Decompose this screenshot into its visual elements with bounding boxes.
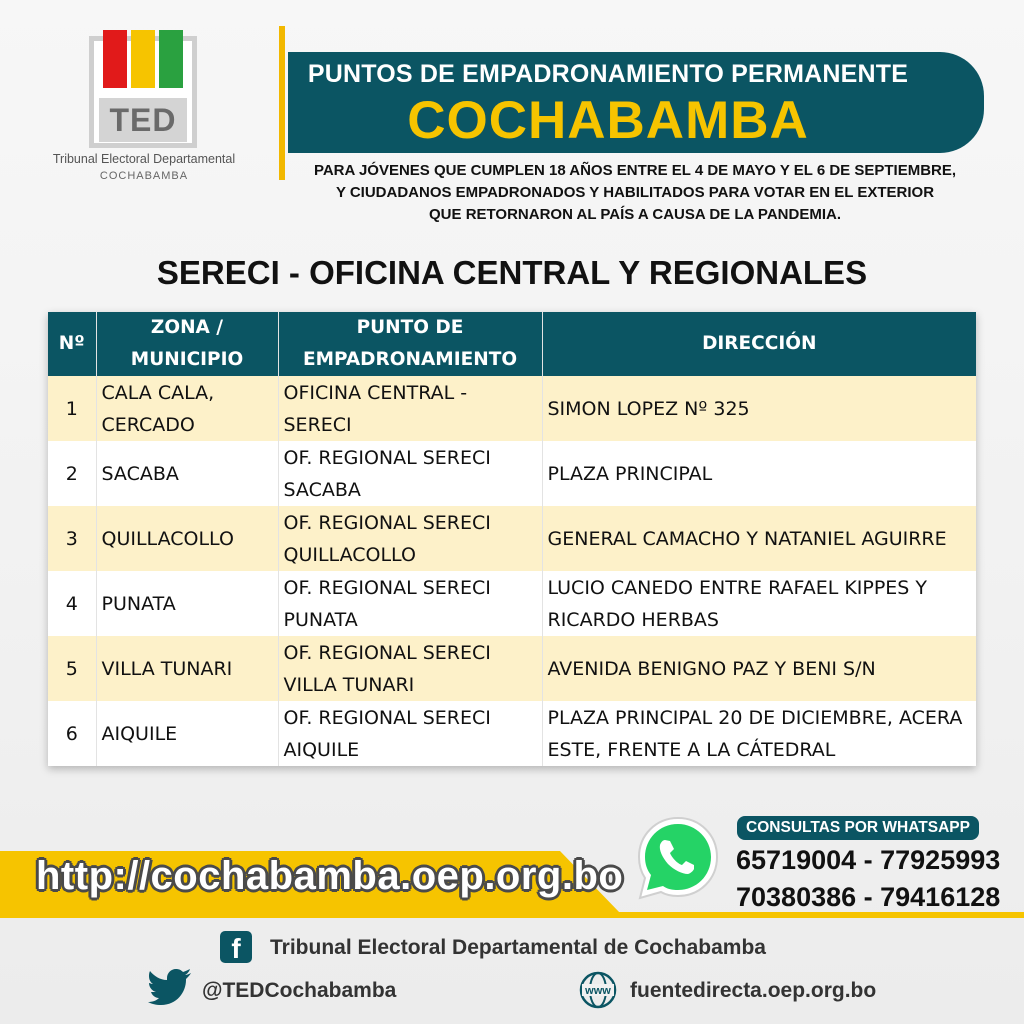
table-row bbox=[48, 701, 976, 766]
header-number: Nº bbox=[48, 312, 96, 376]
whatsapp-phone: 65719004 - 77925993 bbox=[736, 845, 1001, 875]
cell-address: PLAZA PRINCIPAL 20 DE DICIEMBRE, ACERA ESTE, FRENTE A LA CÁTEDRAL bbox=[542, 701, 976, 766]
logo-bar-yellow bbox=[131, 30, 155, 88]
table-row bbox=[48, 506, 976, 571]
header-subtitle bbox=[290, 160, 980, 226]
logo-bar-green bbox=[159, 30, 183, 88]
cell-number: 3 bbox=[48, 506, 96, 571]
registration-points-table bbox=[48, 312, 976, 766]
subtitle-line: PARA JÓVENES QUE CUMPLEN 18 AÑOS ENTRE EL 4 DE MAYO Y EL 6 DE SEPTIEMBRE, bbox=[313, 162, 957, 179]
table-header-row bbox=[48, 312, 976, 376]
cell-zone: CALA CALA, CERCADO bbox=[96, 376, 278, 441]
section-title: SERECI - OFICINA CENTRAL Y REGIONALES bbox=[156, 254, 868, 291]
subtitle-line: QUE RETORNARON AL PAÍS A CAUSA DE LA PANDEMIA. bbox=[429, 206, 841, 223]
cell-point: OF. REGIONAL SERECI VILLA TUNARI bbox=[278, 636, 542, 701]
facebook-icon: f bbox=[220, 931, 252, 963]
cell-address: GENERAL CAMACHO Y NATANIEL AGUIRRE bbox=[542, 506, 976, 571]
cell-number: 4 bbox=[48, 571, 96, 636]
cell-address: PLAZA PRINCIPAL bbox=[542, 441, 976, 506]
banner-city: COCHABAMBA bbox=[407, 91, 809, 150]
logo-bar-red bbox=[103, 30, 127, 88]
banner-title: PUNTOS DE EMPADRONAMIENTO PERMANENTE bbox=[307, 60, 909, 88]
cell-point: OF. REGIONAL SERECI PUNATA bbox=[278, 571, 542, 636]
twitter-handle-link[interactable]: @TEDCochabamba bbox=[202, 979, 397, 1002]
logo-acronym: TED bbox=[99, 98, 187, 142]
cell-number: 1 bbox=[48, 376, 96, 441]
cell-address: SIMON LOPEZ Nº 325 bbox=[542, 376, 976, 441]
ted-logo bbox=[36, 28, 252, 188]
header-gold-line bbox=[279, 26, 285, 180]
table-row bbox=[48, 376, 976, 441]
website-url-link[interactable]: http://cochabamba.oep.org.bo bbox=[36, 854, 624, 898]
cell-number: 5 bbox=[48, 636, 96, 701]
header-zone: ZONA / MUNICIPIO bbox=[96, 312, 278, 376]
cell-point: OF. REGIONAL SERECI SACABA bbox=[278, 441, 542, 506]
table-row bbox=[48, 441, 976, 506]
cell-zone: AIQUILE bbox=[96, 701, 278, 766]
website-link[interactable]: fuentedirecta.oep.org.bo bbox=[630, 979, 877, 1002]
cell-number: 6 bbox=[48, 701, 96, 766]
twitter-icon bbox=[148, 968, 192, 1006]
whatsapp-phone: 70380386 - 79416128 bbox=[736, 882, 1001, 912]
logo-mark bbox=[89, 30, 197, 148]
cell-zone: PUNATA bbox=[96, 571, 278, 636]
cell-address: AVENIDA BENIGNO PAZ Y BENI S/N bbox=[542, 636, 976, 701]
cell-zone: VILLA TUNARI bbox=[96, 636, 278, 701]
cell-zone: QUILLACOLLO bbox=[96, 506, 278, 571]
cell-point: OF. REGIONAL SERECI AIQUILE bbox=[278, 701, 542, 766]
whatsapp-icon bbox=[632, 812, 724, 904]
whatsapp-label: CONSULTAS POR WHATSAPP bbox=[737, 816, 979, 840]
header-point: PUNTO DE EMPADRONAMIENTO bbox=[278, 312, 542, 376]
cell-number: 2 bbox=[48, 441, 96, 506]
globe-www-icon bbox=[578, 970, 618, 1010]
table-row bbox=[48, 636, 976, 701]
header-address: DIRECCIÓN bbox=[542, 312, 976, 376]
facebook-page-link[interactable]: Tribunal Electoral Departamental de Cochabamba bbox=[270, 936, 766, 959]
cell-point: OF. REGIONAL SERECI QUILLACOLLO bbox=[278, 506, 542, 571]
table-row bbox=[48, 571, 976, 636]
cell-address: LUCIO CANEDO ENTRE RAFAEL KIPPES Y RICARDO HERBAS bbox=[542, 571, 976, 636]
cell-zone: SACABA bbox=[96, 441, 278, 506]
logo-name: Tribunal Electoral Departamental bbox=[52, 152, 236, 166]
header-banner bbox=[288, 52, 984, 153]
logo-city: COCHABAMBA bbox=[99, 170, 189, 182]
cell-point: OFICINA CENTRAL - SERECI bbox=[278, 376, 542, 441]
www-glyph: www bbox=[585, 985, 611, 997]
subtitle-line: Y CIUDADANOS EMPADRONADOS Y HABILITADOS PARA VOTAR EN EL EXTERIOR bbox=[335, 184, 935, 201]
